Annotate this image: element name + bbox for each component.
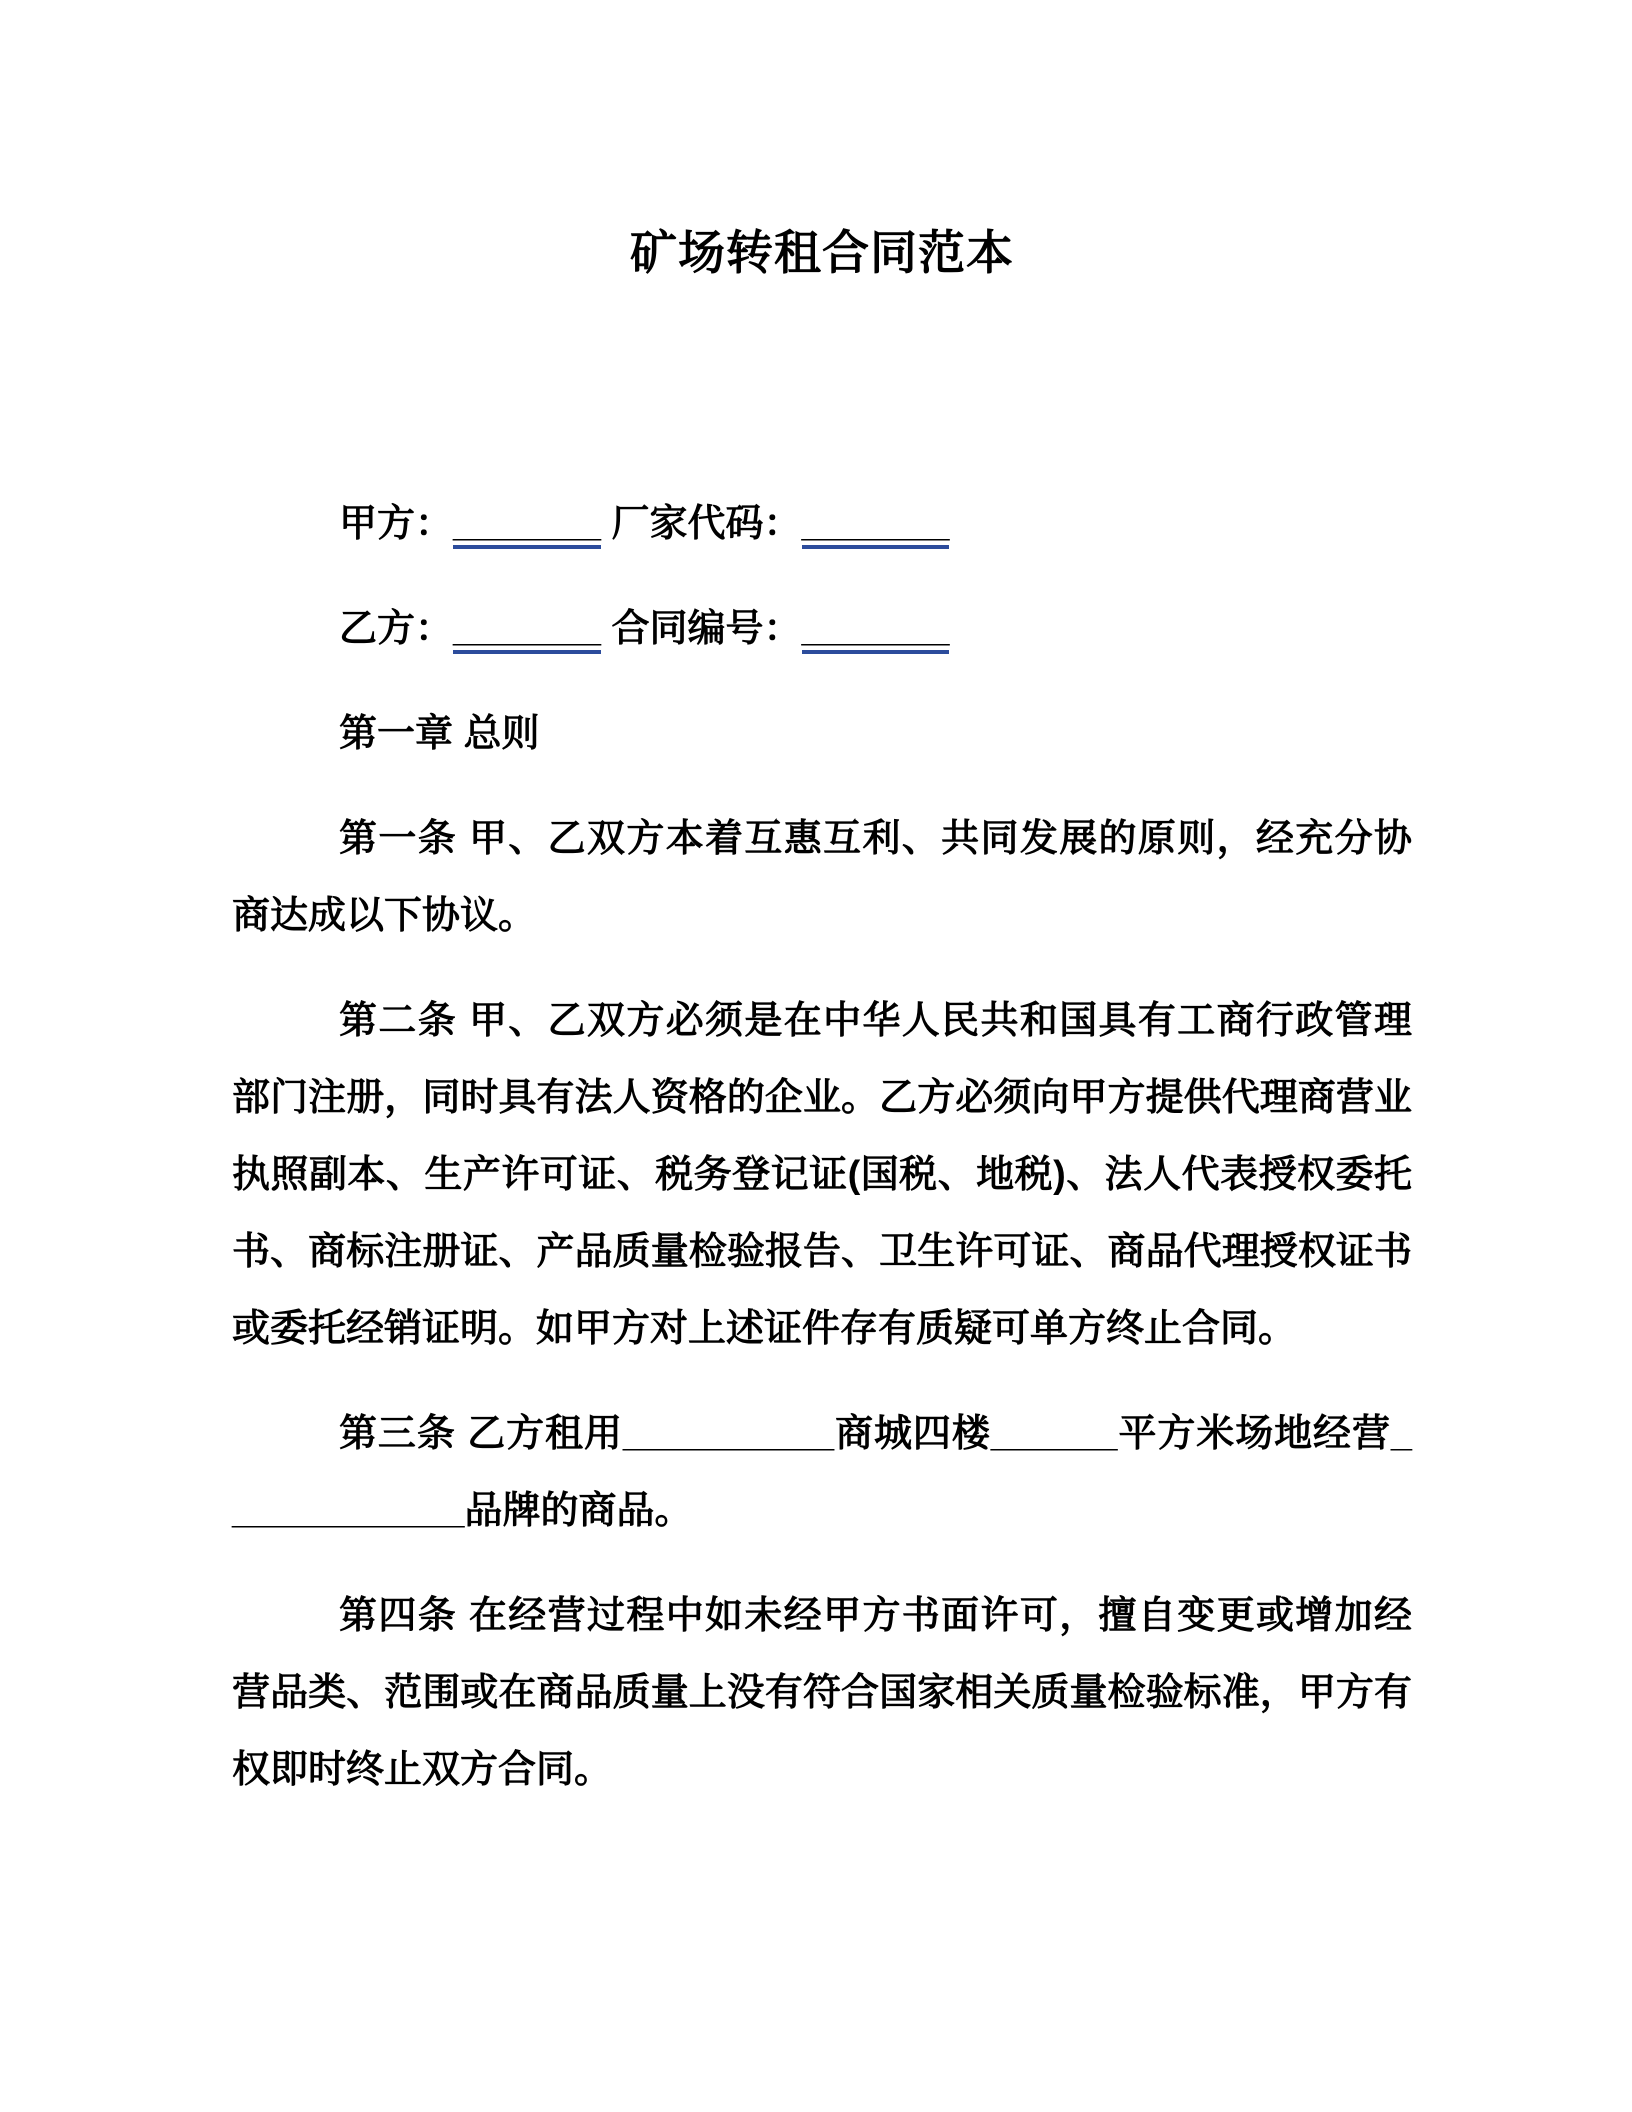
- contract-no-label: 合同编号：: [600, 608, 802, 650]
- document-title: 矿场转租合同范本: [630, 226, 1014, 279]
- article-4: 第四条 在经营过程中如未经甲方书面许可，擅自变更或增加经营品类、范围或在商品质量上没有符合国家相关质量检验标准，甲方有权即时终止双方合同。: [232, 1595, 1412, 1791]
- party-b-row: [232, 591, 1412, 668]
- party-b-blank: _______: [453, 608, 601, 654]
- party-a-blank: _______: [453, 503, 601, 549]
- contract-no-blank: _______: [802, 608, 950, 654]
- party-a-row: [232, 486, 1412, 563]
- factory-code-label: 厂家代码：: [600, 503, 802, 545]
- chapter-heading: 第一章 总则: [339, 713, 540, 755]
- party-b-label: 乙方：: [339, 608, 454, 650]
- article-3: 第三条 乙方租用__________商城四楼______平方米场地经营____________品牌的商品。: [232, 1413, 1412, 1532]
- article-2: 第二条 甲、乙双方必须是在中华人民共和国具有工商行政管理部门注册，同时具有法人资格的企业。乙方必须向甲方提供代理商营业执照副本、生产许可证、税务登记证(国税、地税)、法人代表授权委托书、商标注册证、产品质量检验报告、卫生许可证、商品代理授权证书或委托经销证明。如甲方对上述证件存有质疑可单方终止合同。: [232, 1000, 1412, 1350]
- article-1: 第一条 甲、乙双方本着互惠互利、共同发展的原则，经充分协商达成以下协议。: [232, 818, 1412, 937]
- party-a-label: 甲方：: [339, 503, 454, 545]
- factory-code-blank: _______: [802, 503, 950, 549]
